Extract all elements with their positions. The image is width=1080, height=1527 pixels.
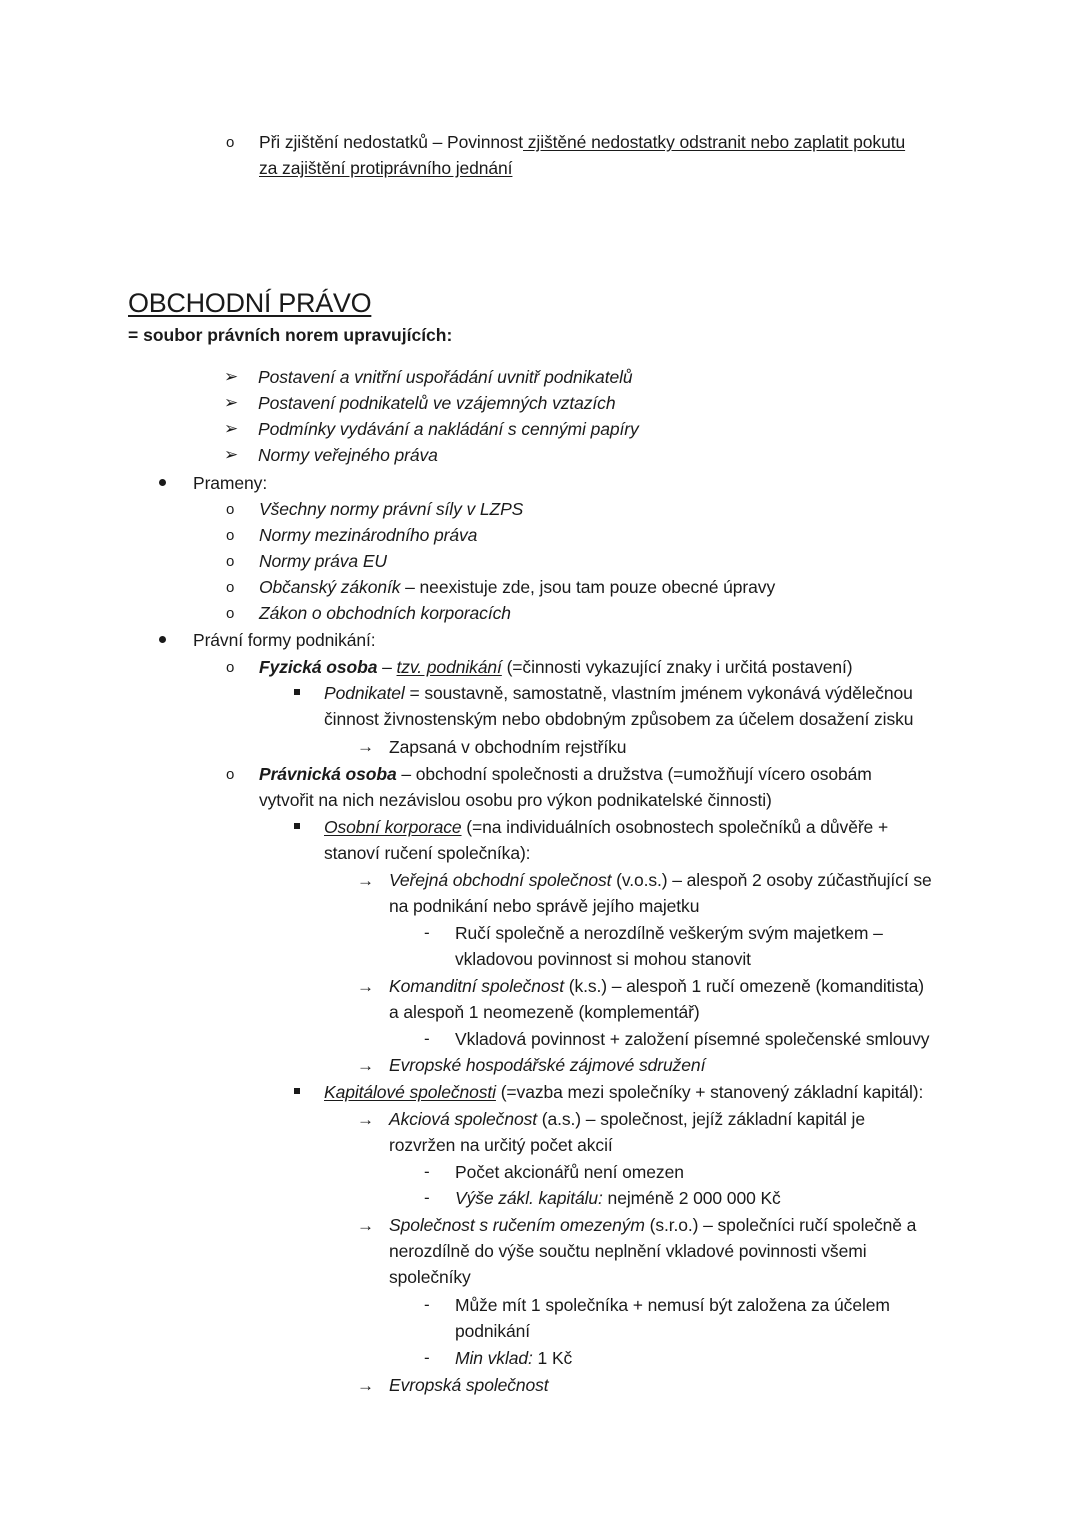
circle-bullet-icon: o <box>226 553 235 570</box>
entrepreneur-term: Podnikatel <box>324 683 405 703</box>
registered-note: Zapsaná v obchodním rejstříku <box>389 737 627 757</box>
circle-bullet-icon: o <box>226 527 235 544</box>
square-bullet-icon <box>294 1088 300 1094</box>
natural-person-desc: (=činnosti vykazující znaky i určitá postavení) <box>501 657 853 677</box>
arrowhead-bullet-icon: ➢ <box>224 367 239 386</box>
source-name: Normy práva EU <box>259 551 387 571</box>
sources-label: Prameny: <box>193 473 268 493</box>
vos-item <box>389 869 932 891</box>
legal-person-desc-1: – obchodní společnosti a družstva (=umožňují vícero osobám <box>396 764 872 784</box>
sro-note-1a: Může mít 1 společníka + nemusí být založena za účelem <box>455 1295 890 1315</box>
circle-bullet-icon: o <box>226 134 235 151</box>
vos-desc-2: na podnikání nebo správě jejího majetku <box>389 896 700 916</box>
vos-name: Veřejná obchodní společnost <box>389 870 612 890</box>
item-prefix: Při zjištění nedostatků – Povinnost <box>259 132 524 152</box>
arrow-bullet-icon: → <box>357 1216 374 1235</box>
ehzs-item: Evropské hospodářské zájmové sdružení <box>389 1055 706 1075</box>
arrow-bullet-icon: → <box>357 1110 374 1129</box>
disc-bullet-icon <box>159 636 166 643</box>
source-name: Normy mezinárodního práva <box>259 525 478 545</box>
list-item-text-cont: za zajištění protiprávního jednání <box>259 158 513 178</box>
dash-bullet-icon: - <box>424 1188 430 1207</box>
item-underlined: zjištěné nedostatky odstranit nebo zaplatit pokutu <box>523 132 906 152</box>
arrowhead-bullet-icon: ➢ <box>224 445 239 464</box>
arrowhead-bullet-icon: ➢ <box>224 419 239 438</box>
as-desc-2: rozvržen na určitý počet akcií <box>389 1135 613 1155</box>
sro-item <box>389 1214 916 1236</box>
square-bullet-icon <box>294 689 300 695</box>
arrow-bullet-icon: → <box>357 737 374 756</box>
circle-bullet-icon: o <box>226 501 235 518</box>
dash-bullet-icon: - <box>424 1029 430 1048</box>
personal-corp-term: Osobní korporace <box>324 817 462 837</box>
ks-item <box>389 975 924 997</box>
dash-bullet-icon: - <box>424 1162 430 1181</box>
regulates-item: Podmínky vydávání a nakládání s cennými papíry <box>258 419 639 439</box>
list-item-text <box>259 131 905 153</box>
circle-bullet-icon: o <box>226 605 235 622</box>
source-name: Zákon o obchodních korporacích <box>259 603 511 623</box>
arrow-bullet-icon: → <box>357 1376 374 1395</box>
arrow-bullet-icon: → <box>357 1056 374 1075</box>
dash-separator: – <box>377 657 397 677</box>
ks-name: Komanditní společnost <box>389 976 564 996</box>
dash-bullet-icon: - <box>424 923 430 942</box>
vos-note-2: vkladovou povinnost si mohou stanovit <box>455 949 751 969</box>
as-item <box>389 1108 865 1130</box>
section-title: OBCHODNÍ PRÁVO <box>128 288 372 318</box>
ks-desc-2: a alespoň 1 neomezeně (komplementář) <box>389 1002 700 1022</box>
capital-corp-desc: (=vazba mezi společníky + stanovený základní kapitál): <box>495 1082 924 1102</box>
legal-person-item <box>259 763 872 785</box>
as-capital-value: nejméně 2 000 000 Kč <box>602 1188 781 1208</box>
natural-person-item <box>259 656 853 678</box>
sro-min-value: 1 Kč <box>532 1348 573 1368</box>
regulates-item: Postavení podnikatelů ve vzájemných vztazích <box>258 393 616 413</box>
ks-desc-1: (k.s.) – alespoň 1 ručí omezeně (komanditista) <box>563 976 924 996</box>
se-item: Evropská společnost <box>389 1375 549 1395</box>
dash-bullet-icon: - <box>424 1295 430 1314</box>
sro-desc-2: nerozdílně do výše součtu neplnění vkladové povinnosti všemi <box>389 1241 867 1261</box>
capital-corp-item <box>324 1081 923 1103</box>
sro-min-label: Min vklad: <box>455 1348 533 1368</box>
natural-person-name: Fyzická osoba <box>259 657 378 677</box>
source-item <box>259 576 775 598</box>
arrow-bullet-icon: → <box>357 977 374 996</box>
arrowhead-bullet-icon: ➢ <box>224 393 239 412</box>
as-name: Akciová společnost <box>389 1109 538 1129</box>
entrepreneur-def-2: činnost živnostenským nebo obdobným způsobem za účelem dosažení zisku <box>324 709 914 729</box>
regulates-item: Postavení a vnitřní uspořádání uvnitř podnikatelů <box>258 367 633 387</box>
square-bullet-icon <box>294 823 300 829</box>
personal-corp-desc-1: (=na individuálních osobnostech společníků a důvěře + <box>461 817 889 837</box>
source-item <box>259 602 511 624</box>
section-definition: = soubor právních norem upravujících: <box>128 325 453 345</box>
circle-bullet-icon: o <box>226 579 235 596</box>
regulates-item: Normy veřejného práva <box>258 445 438 465</box>
source-name: Všechny normy právní síly v LZPS <box>259 499 524 519</box>
disc-bullet-icon <box>159 479 166 486</box>
as-desc-1: (a.s.) – společnost, jejíž základní kapitál je <box>537 1109 865 1129</box>
natural-person-term: tzv. podnikání <box>396 657 502 677</box>
source-item <box>259 550 387 572</box>
arrow-bullet-icon: → <box>357 871 374 890</box>
personal-corp-desc-2: stanoví ručení společníka): <box>324 843 531 863</box>
legal-person-name: Právnická osoba <box>259 764 397 784</box>
as-note-2 <box>455 1187 781 1209</box>
sro-desc-3: společníky <box>389 1267 471 1287</box>
circle-bullet-icon: o <box>226 766 235 783</box>
sro-desc-1: (s.r.o.) – společníci ručí společně a <box>644 1215 917 1235</box>
ks-note: Vkladová povinnost + založení písemné společenské smlouvy <box>455 1029 930 1049</box>
entrepreneur-def-1: = soustavně, samostatně, vlastním jménem vykonává výdělečnou <box>404 683 913 703</box>
dash-bullet-icon: - <box>424 1348 430 1367</box>
source-item <box>259 524 477 546</box>
entrepreneur-def <box>324 682 913 704</box>
source-note: – neexistuje zde, jsou tam pouze obecné úpravy <box>400 577 776 597</box>
sro-name: Společnost s ručením omezeným <box>389 1215 645 1235</box>
vos-desc-1: (v.o.s.) – alespoň 2 osoby zúčastňující se <box>611 870 932 890</box>
legal-person-desc-2: vytvořit na nich nezávislou osobu pro výkon podnikatelské činnosti) <box>259 790 772 810</box>
forms-label: Právní formy podnikání: <box>193 630 376 650</box>
sro-note-1b: podnikání <box>455 1321 530 1341</box>
as-capital-label: Výše zákl. kapitálu: <box>455 1188 603 1208</box>
circle-bullet-icon: o <box>226 659 235 676</box>
vos-note-1: Ručí společně a nerozdílně veškerým svým majetkem – <box>455 923 883 943</box>
sro-note-2 <box>455 1347 572 1369</box>
source-name: Občanský zákoník <box>259 577 401 597</box>
personal-corp-item <box>324 816 888 838</box>
source-item <box>259 498 523 520</box>
capital-corp-term: Kapitálové společnosti <box>324 1082 496 1102</box>
as-note-1: Počet akcionářů není omezen <box>455 1162 684 1182</box>
